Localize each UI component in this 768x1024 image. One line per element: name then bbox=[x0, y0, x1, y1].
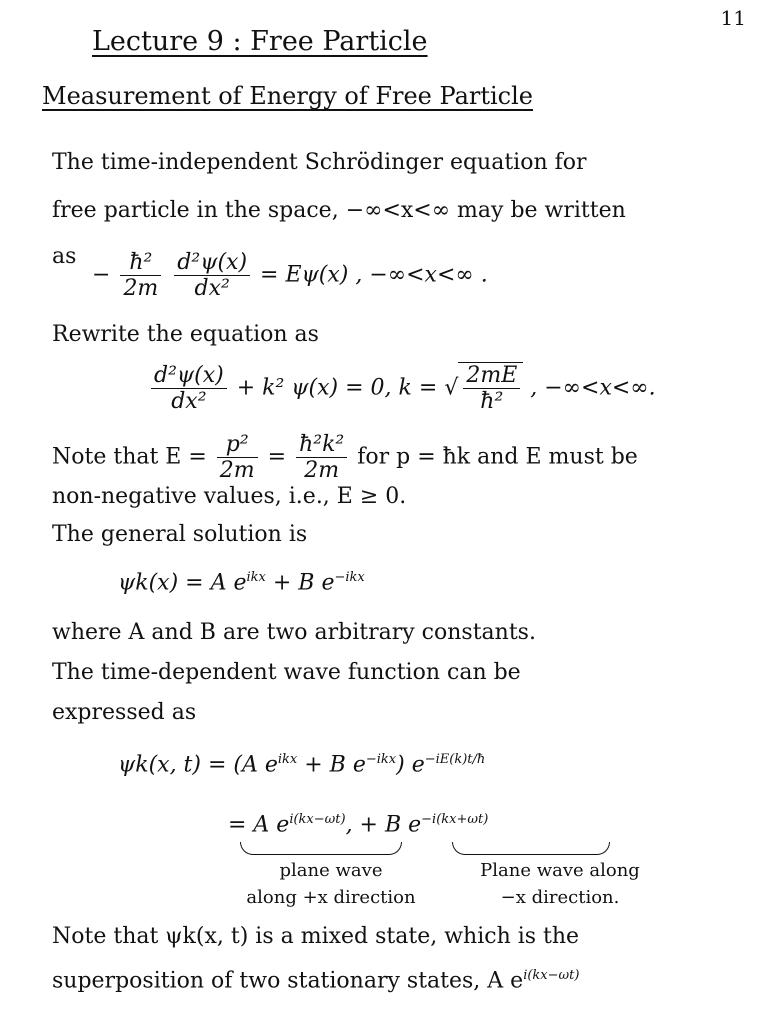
exponent: −ikx bbox=[365, 752, 397, 767]
equation-middle: + k² ψ(x) = 0, bbox=[236, 375, 392, 401]
annotation-right bbox=[460, 860, 660, 908]
annotation-left bbox=[236, 860, 426, 908]
equation-middle: + B e bbox=[265, 570, 335, 596]
paragraph-line: where A and B are two arbitrary constants. bbox=[52, 620, 536, 645]
equation-rhs: = Eψ(x) , bbox=[260, 262, 363, 288]
equation-middle: , + B e bbox=[345, 812, 422, 838]
schrodinger-equation bbox=[92, 250, 488, 301]
denominator: dx² bbox=[171, 389, 207, 414]
annotation-line: −x direction. bbox=[500, 887, 620, 908]
equals-sign: = bbox=[267, 444, 287, 470]
paragraph-line: free particle in the space, −∞<x<∞ may be written bbox=[52, 198, 626, 223]
exponent: −ikx bbox=[334, 570, 365, 585]
numerator: p² bbox=[217, 432, 258, 458]
equation-middle: + B e bbox=[297, 752, 366, 778]
plane-wave-expansion bbox=[228, 812, 488, 837]
paragraph-line: as bbox=[52, 244, 77, 269]
paragraph-line: The general solution is bbox=[52, 522, 308, 547]
paragraph-line: The time-dependent wave function can be bbox=[52, 660, 521, 685]
fraction bbox=[217, 432, 258, 483]
time-dependent-wavefunction bbox=[118, 752, 485, 777]
denominator: 2m bbox=[123, 276, 159, 301]
exponent: −iE(k)t/ħ bbox=[424, 752, 486, 767]
exponent: ikx bbox=[277, 752, 298, 767]
equation-lhs: ψk(x) = A e bbox=[118, 570, 247, 596]
fraction bbox=[463, 363, 520, 414]
underbrace-left bbox=[240, 842, 402, 855]
numerator: d²ψ(x) bbox=[174, 250, 250, 276]
annotation-line: plane wave bbox=[279, 860, 383, 881]
minus-sign: − bbox=[92, 262, 111, 288]
fraction bbox=[296, 432, 347, 483]
denominator: ħ² bbox=[480, 389, 504, 414]
exponent: −i(kx+ωt) bbox=[421, 812, 489, 827]
paragraph-line bbox=[52, 968, 579, 993]
paragraph-line: Note that ψk(x, t) is a mixed state, which is the bbox=[52, 924, 580, 949]
equation-lhs: ψk(x, t) = (A e bbox=[118, 752, 278, 778]
sqrt-content bbox=[458, 362, 523, 414]
page-title: Lecture 9 : Free Particle bbox=[92, 26, 428, 57]
annotation-line: Plane wave along bbox=[480, 860, 640, 881]
exponent: ikx bbox=[246, 570, 266, 585]
equation-close: ) e bbox=[396, 752, 425, 778]
underbrace-right bbox=[452, 842, 610, 855]
equation-range: , −∞<x<∞. bbox=[530, 375, 656, 401]
exponent: i(kx−ωt) bbox=[523, 968, 580, 983]
numerator: ħ² bbox=[120, 250, 161, 276]
paragraph-line: non-negative values, i.e., E ≥ 0. bbox=[52, 484, 407, 509]
denominator: 2m bbox=[304, 458, 340, 483]
page-number: 11 bbox=[720, 6, 746, 30]
exponent: i(kx−ωt) bbox=[289, 812, 346, 827]
numerator: ħ²k² bbox=[296, 432, 347, 458]
paragraph-line: expressed as bbox=[52, 700, 197, 725]
k-definition: k = bbox=[398, 375, 438, 401]
fraction bbox=[120, 250, 161, 301]
fraction bbox=[174, 250, 250, 301]
section-heading: Measurement of Energy of Free Particle bbox=[42, 82, 534, 110]
fraction bbox=[151, 363, 227, 414]
sqrt-symbol: √ bbox=[444, 375, 459, 401]
equation-lhs: = A e bbox=[228, 812, 290, 838]
note-text: Note that E = bbox=[52, 444, 207, 470]
paragraph-line: The time-independent Schrödinger equation for bbox=[52, 150, 587, 175]
paragraph-line: Rewrite the equation as bbox=[52, 322, 319, 347]
paragraph-text: superposition of two stationary states, A e bbox=[52, 968, 524, 994]
general-solution bbox=[118, 570, 365, 595]
paragraph-line bbox=[52, 432, 638, 483]
numerator: 2mE bbox=[463, 363, 520, 389]
denominator: dx² bbox=[194, 276, 230, 301]
equation-range: −∞<x<∞ . bbox=[369, 262, 488, 288]
annotation-line: along +x direction bbox=[246, 887, 416, 908]
numerator: d²ψ(x) bbox=[151, 363, 227, 389]
note-text: for p = ħk and E must be bbox=[357, 444, 638, 470]
denominator: 2m bbox=[219, 458, 255, 483]
rewritten-equation bbox=[148, 362, 656, 414]
